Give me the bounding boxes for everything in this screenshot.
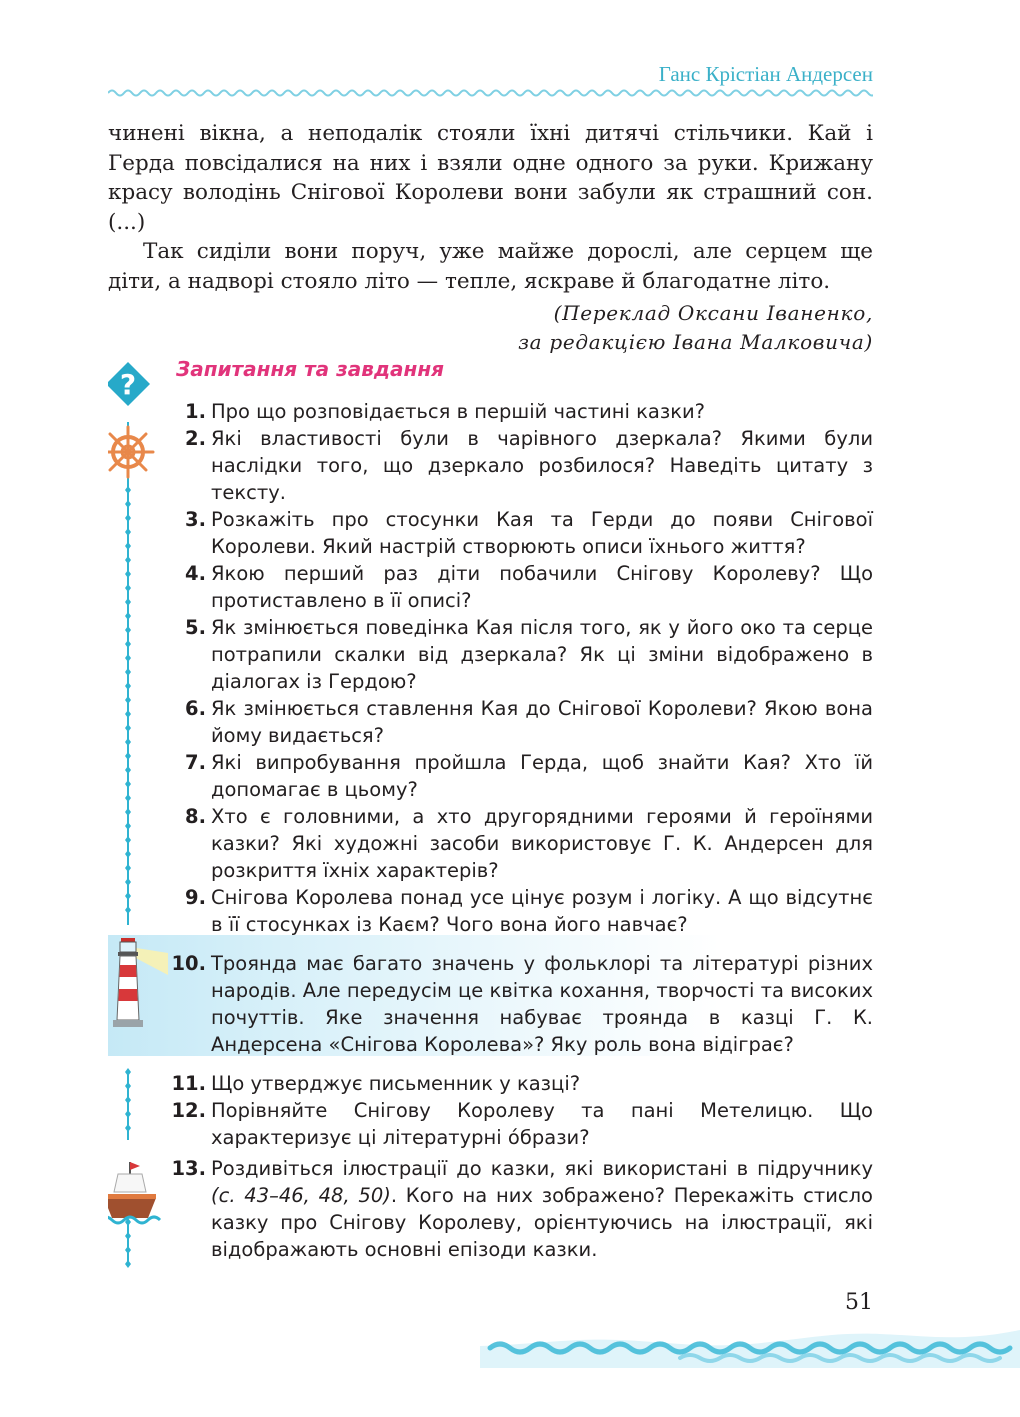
rail-bead [125, 1246, 131, 1254]
question-item [160, 749, 873, 803]
rail-bead [125, 626, 131, 634]
story-paragraph: Так сиділи вони поруч, уже майже дорослі, але серцем ще діти, а надворі стояло літо — тепле, яскраве й благодатне літо. [108, 239, 873, 294]
rail-bead [125, 836, 131, 844]
rail-bead [125, 780, 131, 788]
question-text: Які випробування пройшла Герда, щоб знайти Кая? Хто їй допомагає в цьому? [211, 751, 873, 801]
rail-bead [125, 612, 131, 620]
question-number: 11. [171, 1072, 206, 1095]
question-number: 8. [185, 805, 206, 828]
question-item [160, 398, 873, 425]
question-item [160, 1070, 873, 1097]
ship-wheel-icon [108, 427, 153, 477]
rail-bead [125, 724, 131, 732]
rail-bead [125, 668, 131, 676]
rail-bead [125, 1232, 131, 1240]
question-text: Розкажіть про стосунки Кая та Герди до появи Снігової Королеви. Який настрій створюють описи їхнього життя? [211, 508, 873, 558]
rail-bead [125, 1110, 131, 1118]
question-item [160, 1155, 873, 1263]
question-text: Хто є головними, а хто другорядними героями й героїнями казки? Які художні засоби використовує Г. К. Андерсен для розкриття їхніх характерів? [211, 805, 873, 882]
rail-bead [125, 640, 131, 648]
question-number: 5. [185, 616, 206, 639]
question-number: 1. [185, 400, 206, 423]
question-text: Троянда має багато значень у фольклорі та літературі різних народів. Але передусім це квітка кохання, творчості та високих почуттів. Яке значення набуває троянда в казці Г. К. Андерсена «Снігова Королева»? Яку роль вона відіграє? [211, 952, 873, 1056]
question-text: Про що розповідається в першій частині казки? [211, 400, 706, 423]
question-text: Як змінюється поведінка Кая після того, як у його око та серце потрапили скалки від дзеркала? Як ці зміни відображено в діалогах із Гердою? [211, 616, 873, 693]
rail-bead [125, 556, 131, 564]
rail-bead [125, 864, 131, 872]
rail-bead [125, 794, 131, 802]
rail-bead [125, 752, 131, 760]
question-item [160, 425, 873, 506]
question-item [160, 1097, 873, 1151]
translation-credit [518, 299, 873, 357]
rail-bead [125, 542, 131, 550]
rail-bead [125, 892, 131, 900]
translation-line: за редакцією Івана Малковича) [518, 330, 873, 354]
svg-text:?: ? [119, 368, 137, 401]
rail-bead [125, 766, 131, 774]
question-item [160, 803, 873, 884]
rail-bead [125, 808, 131, 816]
rail-bead [125, 584, 131, 592]
margin-rail [108, 360, 168, 1280]
rail-bead [125, 1124, 131, 1132]
story-text [108, 119, 873, 296]
question-number: 7. [185, 751, 206, 774]
translation-line: (Переклад Оксани Іваненко, [553, 301, 873, 325]
question-text: Порівняйте Снігову Королеву та пані Метелицю. Що характеризує ці літературні óбрази? [211, 1099, 873, 1149]
question-text: Які властивості були в чарівного дзеркала? Якими були наслідки того, що дзеркало розбилося? Наведіть цитату з тексту. [211, 427, 873, 504]
question-text-part: Роздивіться ілюстрації до казки, які використані в підручнику [211, 1157, 873, 1180]
page-reference: (с. 43–46, 48, 50) [211, 1184, 391, 1207]
sailboat-icon [108, 1162, 160, 1223]
rail-bead [125, 878, 131, 886]
question-item [160, 506, 873, 560]
question-number: 12. [171, 1099, 206, 1122]
rail-bead [125, 528, 131, 536]
rail-bead [125, 738, 131, 746]
question-item [160, 884, 873, 938]
question-number: 9. [185, 886, 206, 909]
question-text-part: . Кого на них зображено? Перекажіть стисло казку про Снігову Королеву, орієнтуючись на ілюстрації, які відображають основні епізоди казки. [211, 1184, 873, 1261]
question-number: 6. [185, 697, 206, 720]
rail-bead [125, 682, 131, 690]
section-title: Запитання та завдання [176, 357, 445, 381]
rail-bead [125, 654, 131, 662]
rail-bead [125, 598, 131, 606]
question-number: 3. [185, 508, 206, 531]
question-number: 4. [185, 562, 206, 585]
rail-bead [125, 486, 131, 494]
rail-bead [125, 1082, 131, 1090]
rail-bead [125, 822, 131, 830]
rail-bead [125, 500, 131, 508]
rail-bead [125, 850, 131, 858]
question-number: 10. [171, 952, 206, 975]
header-wave-divider [108, 86, 873, 100]
rail-bead [125, 1260, 131, 1268]
rail-bead [125, 514, 131, 522]
question-text: Якою перший раз діти побачили Снігову Королеву? Що протиставлено в її описі? [211, 562, 873, 612]
question-number: 13. [171, 1157, 206, 1180]
question-text: Як змінюється ставлення Кая до Снігової Королеви? Якою вона йому видається? [211, 697, 873, 747]
page-number: 51 [845, 1290, 873, 1315]
question-number: 2. [185, 427, 206, 450]
question-text: Снігова Королева понад усе цінує розум і логіку. А що відсутнє в її стосунках із Каєм? Чого вона його навчає? [211, 886, 873, 936]
question-item [160, 695, 873, 749]
rail-bead [125, 570, 131, 578]
rail-bead [125, 696, 131, 704]
story-paragraph: чинені вікна, а неподалік стояли їхні дитячі стільчики. Кай і Герда повсідалися на них і взяли одне одного за руки. Крижану красу володінь Снігової Королеви вони забули як страшний сон. (...) [108, 121, 873, 235]
question-text [211, 1155, 873, 1263]
rail-bead [125, 906, 131, 914]
header-author: Ганс Крістіан Андерсен [658, 62, 873, 86]
rail-bead [125, 710, 131, 718]
question-item [160, 950, 873, 1058]
question-diamond-icon [108, 362, 150, 406]
bottom-wave-decoration [480, 1318, 1020, 1368]
rail-bead [125, 1068, 131, 1076]
question-item [160, 560, 873, 614]
question-item [160, 614, 873, 695]
question-text: Що утверджує письменник у казці? [211, 1072, 581, 1095]
rail-bead [125, 1096, 131, 1104]
